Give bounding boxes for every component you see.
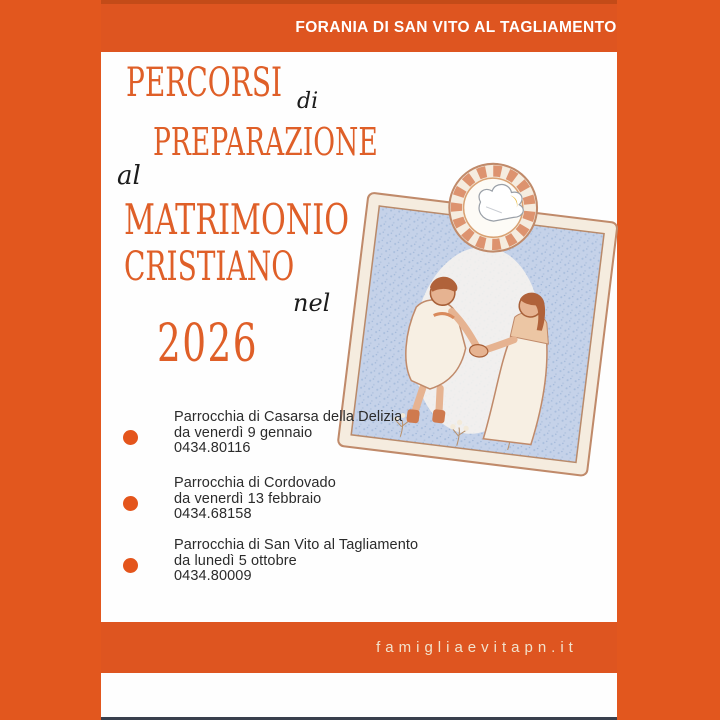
bullet-icon [123,558,138,573]
title-year: 2026 [157,314,259,374]
footer-website: famigliaevitapn.it [376,639,578,656]
event-phone: 0434.80009 [174,568,252,584]
event-item-cordovado [123,476,503,523]
header-title: FORANIA DI SAN VITO AL TAGLIAMENTO [295,19,617,36]
event-parish: Parrocchia di Casarsa della Delizia [174,409,403,425]
title-connector-al: al [117,161,141,191]
title-connector-di: di [297,89,319,114]
event-date: da venerdì 13 febbraio [174,490,322,507]
title-word-matrimonio: MATRIMONIO [124,195,349,244]
title-word-percorsi: PERCORSI [126,60,283,106]
event-parish: Parrocchia di San Vito al Tagliamento [174,537,419,553]
event-item-casarsa [123,410,503,457]
bullet-icon [123,430,138,445]
bullet-icon [123,496,138,511]
event-parish: Parrocchia di Cordovado [174,475,336,491]
title-word-cristiano: CRISTIANO [124,244,295,290]
event-item-sanvito [123,538,503,585]
title-connector-nel: nel [293,289,331,317]
event-date: da venerdì 9 gennaio [174,424,313,441]
event-phone: 0434.68158 [174,506,252,522]
event-date: da lunedì 5 ottobre [174,552,297,569]
title-word-preparazione: PREPARAZIONE [153,120,378,164]
event-phone: 0434.80116 [174,440,251,456]
